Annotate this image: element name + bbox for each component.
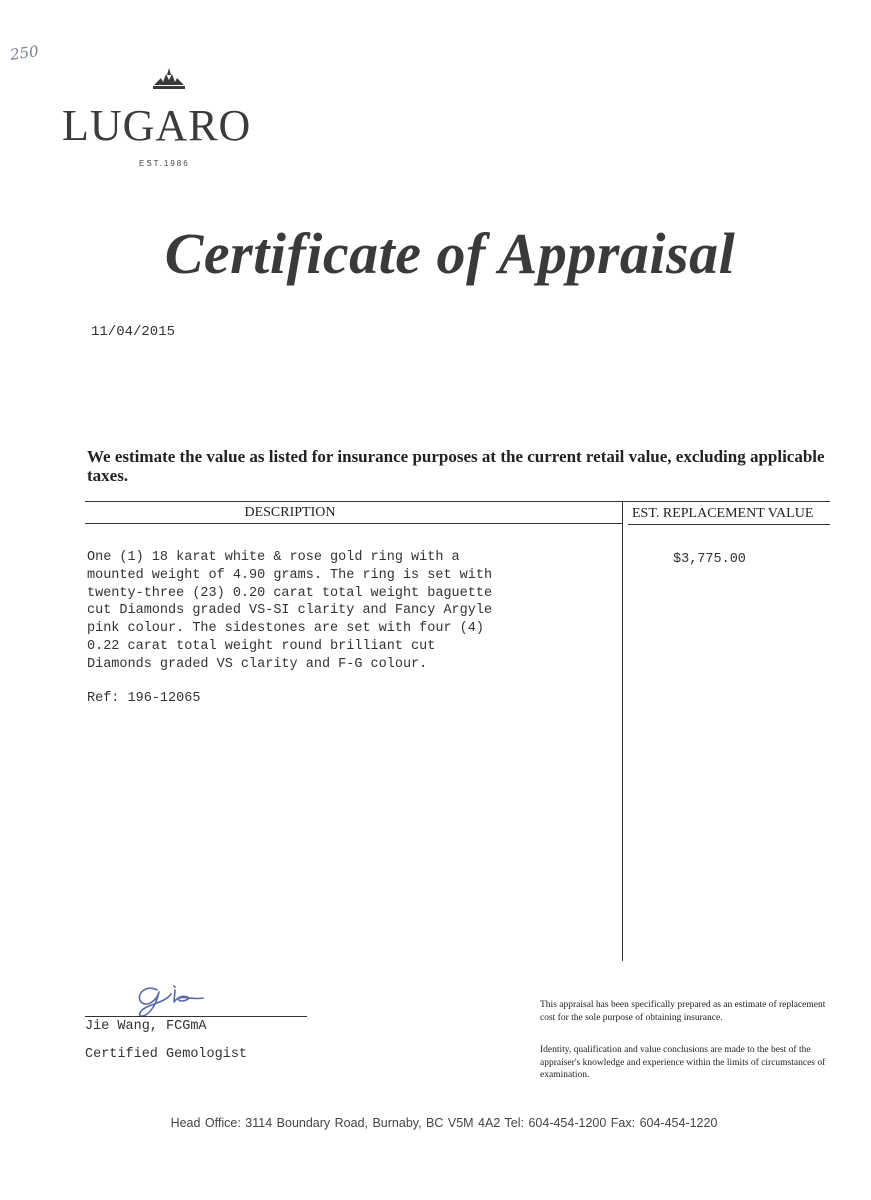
footer-contact: Head Office: 3114 Boundary Road, Burnaby, BC V5M 4A2 Tel: 604-454-1200 Fax: 604-454-1220 — [170, 1116, 718, 1130]
signature-image — [127, 980, 207, 1020]
handwritten-note: 250 — [8, 42, 40, 64]
signature-line — [85, 1016, 307, 1017]
crown-icon — [151, 68, 187, 90]
valuation-statement: We estimate the value as listed for insurance purposes at the current retail value, excluding applicable taxes. — [87, 447, 825, 485]
disclaimer-identity: Identity, qualification and value conclusions are made to the best of the appraiser's knowledge and experience within the limits of circumstances of examination. — [540, 1045, 826, 1080]
established-year: EST.1986 — [139, 159, 190, 168]
item-reference: Ref: 196-12065 — [87, 691, 201, 706]
table-column-divider — [622, 501, 623, 961]
item-replacement-value: $3,775.00 — [673, 552, 746, 567]
company-logo: LUGARO — [62, 101, 252, 150]
table-header-rule-left — [85, 523, 622, 524]
table-top-rule — [85, 501, 830, 502]
appraisal-date: 11/04/2015 — [91, 324, 176, 340]
column-header-description: DESCRIPTION — [244, 505, 336, 520]
signer-name: Jie Wang, FCGmA — [85, 1019, 207, 1034]
page-title: Certificate of Appraisal — [164, 221, 736, 286]
item-description: One (1) 18 karat white & rose gold ring with a mounted weight of 4.90 grams. The ring is set with twenty-three (23) 0.20 carat total weight baguette cut Diamonds graded VS-SI clarity and Fancy Argyle pink colour. The sidestones are set with four (4) 0.22 carat total weight round brilliant cut Diamonds graded VS clarity and F-G colour. — [87, 550, 493, 672]
signer-title: Certified Gemologist — [85, 1047, 248, 1062]
table-header-rule-right — [628, 524, 830, 525]
disclaimer-purpose: This appraisal has been specifically prepared as an estimate of replacement cost for the sole purpose of obtaining insurance. — [540, 1000, 826, 1023]
column-header-value: EST. REPLACEMENT VALUE — [632, 506, 814, 521]
